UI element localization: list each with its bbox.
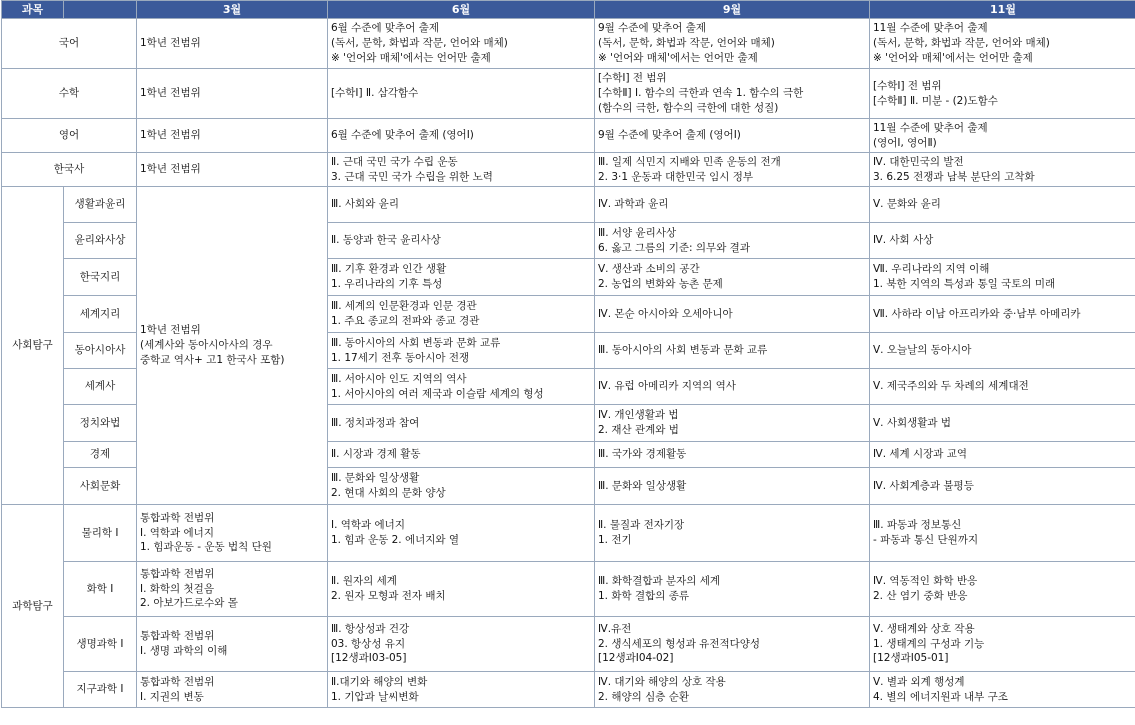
cell-line: (세계사와 동아시아사의 경우	[140, 339, 273, 352]
table-row	[2, 672, 1135, 708]
cell-line: 1. 서아시아의 여러 제국과 이슬람 세계의 형성	[331, 387, 544, 400]
cell-line: 통합과학 전범위	[140, 630, 215, 643]
cell-line: 6. 옳고 그름의 기준: 의무와 결과	[598, 241, 750, 254]
cell-line: Ⅳ. 과학과 윤리	[598, 198, 669, 211]
scope-march	[137, 672, 328, 708]
cell-line: Ⅳ. 유럽 아메리카 지역의 역사	[598, 380, 736, 393]
cell-line: 통합과학 전범위	[140, 675, 215, 688]
cell-line: 6월 수준에 맞추어 출제	[331, 22, 439, 35]
scope-june	[328, 369, 595, 405]
scope-june	[328, 187, 595, 223]
cell-line: 2. 3·1 운동과 대한민국 임시 정부	[598, 170, 753, 183]
scope-november	[870, 69, 1135, 119]
scope-september	[595, 296, 870, 333]
cell-line: 2. 해양의 심층 순환	[598, 690, 690, 703]
cell-line: Ⅴ. 사회생활과 법	[873, 416, 952, 429]
table-body	[2, 19, 1135, 708]
cell-line: 2. 원자 모형과 전자 배치	[331, 590, 446, 602]
cell-line: Ⅱ. 동양과 한국 윤리사상	[331, 234, 441, 247]
scope-september	[595, 69, 870, 119]
cell-line: Ⅱ. 물질과 전자기장	[598, 519, 685, 532]
cell-line: 1학년 전범위	[140, 324, 201, 337]
group-name: 과학탐구	[2, 505, 64, 708]
cell-line: 1. 기압과 날씨변화	[331, 690, 419, 703]
cell-line: [수학Ⅱ] Ⅱ. 미분 - (2)도함수	[873, 94, 998, 107]
scope-november	[870, 562, 1135, 617]
scope-march	[137, 153, 328, 187]
header-june: 6월	[328, 1, 595, 19]
cell-line: Ⅱ. 원자의 세계	[331, 575, 397, 588]
sub-subject-name: 물리학 Ⅰ	[64, 505, 137, 562]
cell-line: ※ '언어와 매체'에서는 언어만 출제	[331, 51, 491, 64]
scope-june	[328, 19, 595, 69]
cell-line: [수학Ⅰ] 전 범위	[598, 72, 667, 85]
cell-line: (독서, 문학, 화법과 작문, 언어와 매체)	[598, 37, 775, 50]
cell-line: 1. 우리나라의 기후 특성	[331, 278, 443, 290]
cell-line: 2. 생식세포의 형성과 유전적다양성	[598, 637, 761, 650]
cell-line: Ⅳ. 몬순 아시아와 오세아니아	[598, 307, 733, 320]
sub-subject-name: 정치와법	[64, 405, 137, 442]
scope-june	[328, 468, 595, 505]
sub-subject-name: 생명과학 Ⅰ	[64, 617, 137, 672]
cell-line: Ⅴ. 생산과 소비의 공간	[598, 263, 700, 276]
cell-line: Ⅲ. 문화와 일상생활	[331, 472, 420, 485]
scope-september	[595, 187, 870, 223]
cell-line: [12생과Ⅰ04-02]	[598, 652, 674, 665]
cell-line: 1학년 전범위	[140, 87, 201, 100]
scope-june	[328, 296, 595, 333]
scope-september	[595, 505, 870, 562]
cell-line: 2. 아보가드로수와 몰	[140, 597, 238, 610]
scope-march	[137, 562, 328, 617]
scope-june	[328, 442, 595, 468]
cell-line: 1학년 전범위	[140, 129, 201, 142]
cell-line: Ⅶ. 사하라 이남 아프리카와 중·남부 아메리카	[873, 307, 1081, 320]
cell-line: 11월 수준에 맞추어 출제	[873, 121, 988, 134]
cell-line: [12생과Ⅰ03-05]	[331, 652, 407, 665]
cell-line: Ⅲ. 세계의 인문환경과 인문 경관	[331, 300, 477, 313]
cell-line: Ⅱ.대기와 해양의 변화	[331, 675, 428, 688]
cell-line: Ⅳ. 사회계층과 불평등	[873, 479, 974, 492]
header-september: 9월	[595, 1, 870, 19]
cell-line: Ⅳ.유전	[598, 622, 632, 635]
cell-line: Ⅴ. 문화와 윤리	[873, 198, 941, 211]
cell-line: 9월 수준에 맞추어 출제 (영어Ⅰ)	[598, 129, 741, 142]
cell-line: Ⅲ. 파동과 정보통신	[873, 519, 962, 532]
cell-line: [12생과Ⅰ05-01]	[873, 652, 949, 665]
scope-september	[595, 369, 870, 405]
scope-june	[328, 672, 595, 708]
exam-scope-table	[1, 0, 1135, 708]
cell-line: Ⅳ. 개인생활과 법	[598, 409, 679, 422]
cell-line: Ⅲ. 동아시아의 사회 변동과 문화 교류	[331, 336, 501, 349]
table-row	[2, 19, 1135, 69]
cell-line: Ⅳ. 세계 시장과 교역	[873, 448, 968, 461]
scope-november	[870, 442, 1135, 468]
subject-name: 국어	[2, 19, 137, 69]
cell-line: 1학년 전범위	[140, 37, 201, 50]
cell-line: Ⅴ. 제국주의와 두 차례의 세계대전	[873, 380, 1029, 393]
cell-line: Ⅲ. 국가와 경제활동	[598, 448, 687, 461]
table-row	[2, 69, 1135, 119]
scope-june	[328, 562, 595, 617]
scope-june	[328, 69, 595, 119]
scope-november	[870, 187, 1135, 223]
cell-line: [수학Ⅱ] Ⅰ. 함수의 극한과 연속 1. 함수의 극한	[598, 87, 804, 100]
table-row	[2, 187, 1135, 223]
cell-line: 1. 전기	[598, 534, 632, 546]
scope-march	[137, 119, 328, 153]
cell-line: Ⅲ. 서아시아 인도 지역의 역사	[331, 372, 467, 385]
cell-line: Ⅲ. 정치과정과 참여	[331, 416, 420, 429]
scope-june	[328, 153, 595, 187]
scope-march	[137, 187, 328, 505]
cell-line: ※ '언어와 매체'에서는 언어만 출제	[873, 51, 1033, 64]
cell-line: 2. 농업의 변화와 농촌 문제	[598, 278, 723, 290]
cell-line: Ⅳ. 대기와 해양의 상호 작용	[598, 675, 726, 688]
table-row	[2, 505, 1135, 562]
cell-line: [수학Ⅰ] 전 범위	[873, 79, 942, 92]
scope-september	[595, 442, 870, 468]
cell-line: 4. 별의 에너지원과 내부 구조	[873, 690, 1008, 703]
sub-subject-name: 세계사	[64, 369, 137, 405]
subject-name: 한국사	[2, 153, 137, 187]
cell-line: Ⅳ. 대한민국의 발전	[873, 155, 964, 168]
cell-line: Ⅲ. 일제 식민지 지배와 민족 운동의 전개	[598, 155, 781, 168]
scope-march	[137, 617, 328, 672]
cell-line: Ⅳ. 역동적인 화학 반응	[873, 575, 978, 588]
cell-line: 1. 생태계의 구성과 기능	[873, 637, 985, 650]
cell-line: 중학교 역사+ 고1 한국사 포함)	[140, 353, 285, 366]
cell-line: 2. 산 염기 중화 반응	[873, 590, 968, 602]
scope-march	[137, 505, 328, 562]
sub-subject-name: 지구과학 Ⅰ	[64, 672, 137, 708]
scope-september	[595, 405, 870, 442]
scope-november	[870, 468, 1135, 505]
scope-september	[595, 19, 870, 69]
cell-line: 3. 근대 국민 국가 수립을 위한 노력	[331, 170, 493, 183]
cell-line: Ⅲ. 항상성과 건강	[331, 622, 410, 635]
cell-line: Ⅱ. 시장과 경제 활동	[331, 448, 421, 461]
scope-november	[870, 505, 1135, 562]
scope-november	[870, 672, 1135, 708]
scope-november	[870, 405, 1135, 442]
cell-line: Ⅰ. 역학과 에너지	[140, 526, 214, 539]
scope-june	[328, 333, 595, 369]
cell-line: Ⅰ. 생명 과학의 이해	[140, 645, 228, 657]
cell-line: 03. 항상성 유지	[331, 637, 406, 650]
scope-november	[870, 369, 1135, 405]
cell-line: 1학년 전범위	[140, 163, 201, 176]
scope-november	[870, 259, 1135, 296]
cell-line: Ⅳ. 사회 사상	[873, 234, 934, 247]
table-row	[2, 562, 1135, 617]
cell-line: Ⅲ. 문화와 일상생활	[598, 479, 687, 492]
scope-november	[870, 223, 1135, 259]
subject-name: 영어	[2, 119, 137, 153]
cell-line: Ⅲ. 기후 환경과 인간 생활	[331, 263, 447, 276]
group-name: 사회탐구	[2, 187, 64, 505]
cell-line: Ⅴ. 오늘날의 동아시아	[873, 344, 972, 357]
sub-subject-name: 세계지리	[64, 296, 137, 333]
subject-name: 수학	[2, 69, 137, 119]
cell-line: 1. 북한 지역의 특성과 통일 국토의 미래	[873, 278, 1056, 290]
cell-line: 1. 화학 결합의 종류	[598, 590, 690, 602]
scope-november	[870, 296, 1135, 333]
sub-subject-name: 생활과윤리	[64, 187, 137, 223]
cell-line: (독서, 문학, 화법과 작문, 언어와 매체)	[873, 37, 1050, 50]
scope-september	[595, 562, 870, 617]
scope-march	[137, 69, 328, 119]
cell-line: Ⅰ. 지권의 변동	[140, 690, 204, 703]
cell-line: Ⅶ. 우리나라의 지역 이해	[873, 263, 990, 276]
scope-september	[595, 333, 870, 369]
cell-line: 1. 힘과운동 - 운동 법칙 단원	[140, 541, 272, 554]
scope-november	[870, 119, 1135, 153]
sub-subject-name: 동아시아사	[64, 333, 137, 369]
cell-line: ※ '언어와 매체'에서는 언어만 출제	[598, 51, 758, 64]
scope-september	[595, 617, 870, 672]
cell-line: 1. 17세기 전후 동아시아 전쟁	[331, 351, 470, 364]
cell-line: Ⅲ. 사회와 윤리	[331, 198, 399, 211]
scope-september	[595, 119, 870, 153]
scope-june	[328, 119, 595, 153]
cell-line: Ⅰ. 화학의 첫걸음	[140, 582, 214, 595]
cell-line: 3. 6.25 전쟁과 남북 분단의 고착화	[873, 170, 1035, 183]
scope-june	[328, 259, 595, 296]
cell-line: Ⅲ. 서양 윤리사상	[598, 226, 677, 239]
scope-september	[595, 153, 870, 187]
header-row	[2, 1, 1135, 19]
cell-line: 통합과학 전범위	[140, 567, 215, 580]
scope-november	[870, 617, 1135, 672]
scope-november	[870, 19, 1135, 69]
sub-subject-name: 경제	[64, 442, 137, 468]
table-row	[2, 119, 1135, 153]
cell-line: - 파동과 통신 단원까지	[873, 534, 979, 546]
scope-june	[328, 505, 595, 562]
scope-september	[595, 259, 870, 296]
scope-september	[595, 223, 870, 259]
scope-march	[137, 19, 328, 69]
cell-line: [수학Ⅰ] Ⅱ. 삼각함수	[331, 87, 419, 100]
cell-line: 2. 재산 관계와 법	[598, 424, 679, 436]
scope-june	[328, 405, 595, 442]
sub-subject-name: 한국지리	[64, 259, 137, 296]
cell-line: Ⅰ. 역학과 에너지	[331, 519, 405, 532]
cell-line: Ⅲ. 동아시아의 사회 변동과 문화 교류	[598, 344, 768, 357]
cell-line: (영어Ⅰ, 영어Ⅱ)	[873, 136, 937, 149]
cell-line: (독서, 문학, 화법과 작문, 언어와 매체)	[331, 37, 508, 50]
header-subject: 과목	[2, 1, 64, 19]
scope-september	[595, 672, 870, 708]
scope-september	[595, 468, 870, 505]
cell-line: 1. 주요 종교의 전파와 종교 경관	[331, 315, 480, 327]
scope-november	[870, 333, 1135, 369]
scope-november	[870, 153, 1135, 187]
header-november: 11월	[870, 1, 1135, 19]
cell-line: 6월 수준에 맞추어 출제 (영어Ⅰ)	[331, 129, 474, 142]
table-row	[2, 153, 1135, 187]
cell-line: Ⅱ. 근대 국민 국가 수립 운동	[331, 155, 458, 168]
sub-subject-name: 윤리와사상	[64, 223, 137, 259]
cell-line: (함수의 극한, 함수의 극한에 대한 성질)	[598, 101, 779, 114]
sub-subject-name: 사회문화	[64, 468, 137, 505]
header-march: 3월	[137, 1, 328, 19]
cell-line: 1. 힘과 운동 2. 에너지와 열	[331, 534, 460, 546]
cell-line: Ⅲ. 화학결합과 분자의 세계	[598, 575, 721, 588]
cell-line: 2. 현대 사회의 문화 양상	[331, 487, 446, 499]
sub-subject-name: 화학 Ⅰ	[64, 562, 137, 617]
scope-june	[328, 223, 595, 259]
cell-line: Ⅴ. 별과 외계 행성계	[873, 675, 965, 688]
table-row	[2, 617, 1135, 672]
cell-line: 11월 수준에 맞추어 출제	[873, 22, 988, 35]
cell-line: Ⅴ. 생태계와 상호 작용	[873, 622, 975, 635]
cell-line: 통합과학 전범위	[140, 511, 215, 524]
scope-june	[328, 617, 595, 672]
cell-line: 9월 수준에 맞추어 출제	[598, 22, 706, 35]
